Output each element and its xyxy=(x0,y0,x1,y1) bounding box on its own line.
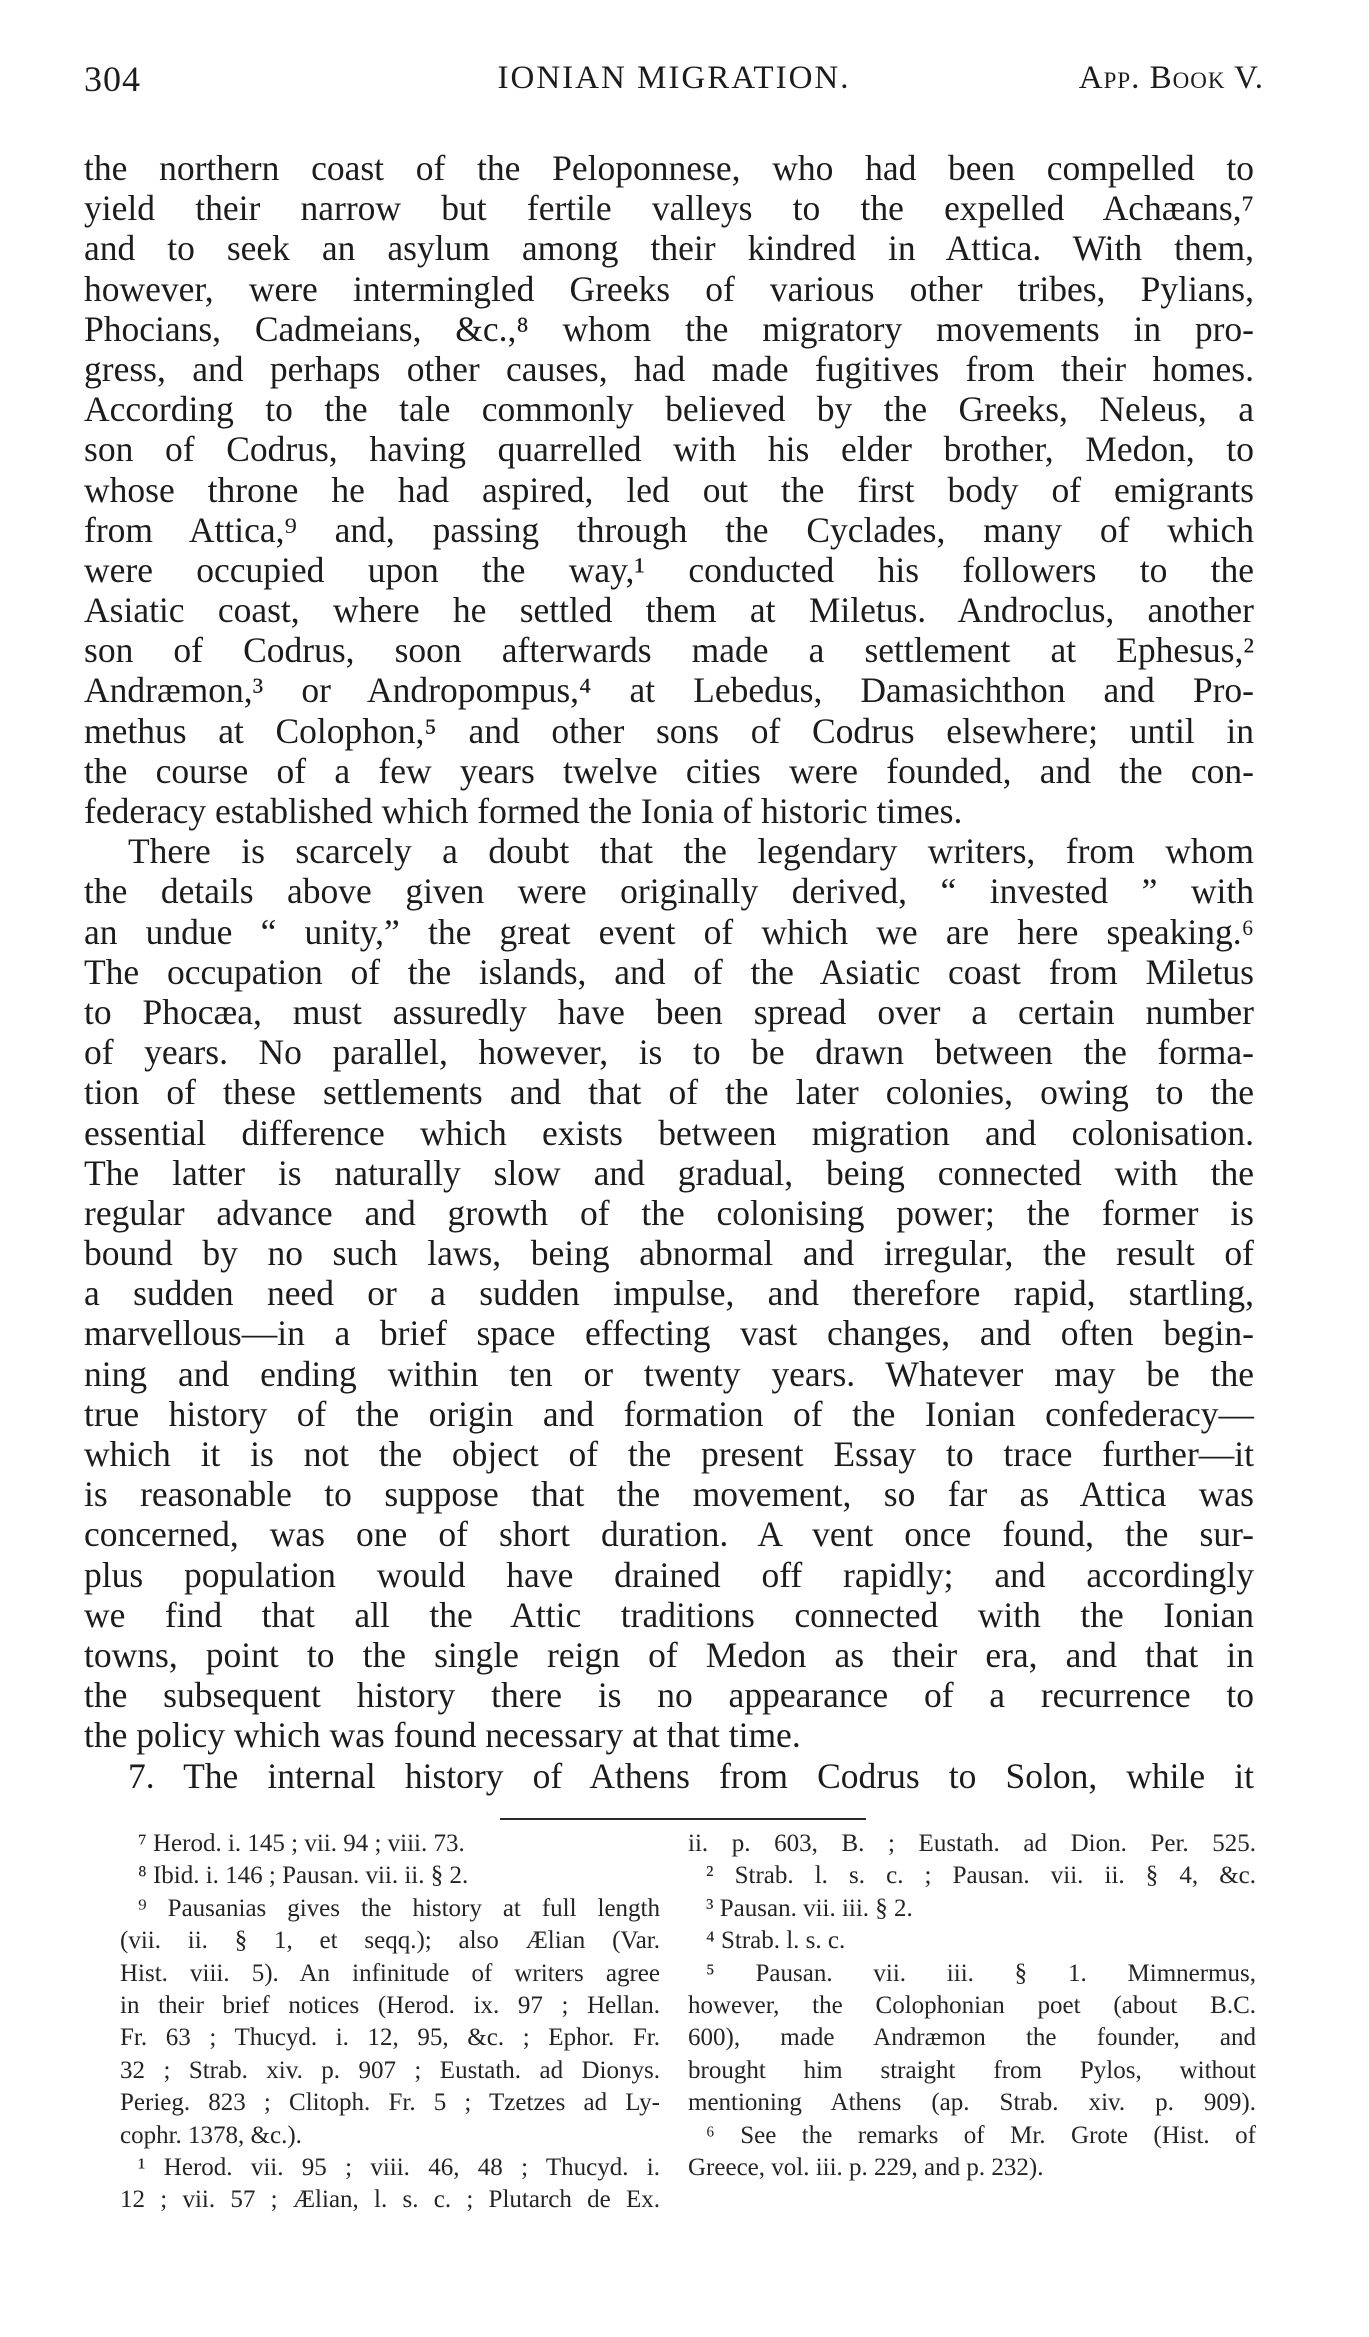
page-number: 304 xyxy=(84,59,141,99)
footnote-rule xyxy=(500,1818,866,1820)
text-line: yield their narrow but fertile valleys to the expelled Achæans,⁷ xyxy=(84,188,1254,229)
text-line: towns, point to the single reign of Medon as their era, and that in xyxy=(84,1634,1254,1675)
text-line: a sudden need or a sudden impulse, and therefore rapid, startling, xyxy=(84,1273,1254,1314)
text-line: bound by no such laws, being abnormal and irregular, the result of xyxy=(84,1233,1254,1274)
footnote-line: ² Strab. l. s. c. ; Pausan. vii. ii. § 4, &c. xyxy=(706,1862,1256,1890)
text-line: tion of these settlements and that of the later colonies, owing to the xyxy=(84,1072,1254,1113)
footnote-line: in their brief notices (Herod. ix. 97 ; Hellan. xyxy=(120,1991,660,2019)
text-line: essential difference which exists between migration and colonisation. xyxy=(84,1112,1254,1153)
footnote-line: Greece, vol. iii. p. 229, and p. 232). xyxy=(688,2153,1044,2181)
text-line: The occupation of the islands, and of the Asiatic coast from Miletus xyxy=(84,951,1254,992)
footnote-line: ⁸ Ibid. i. 146 ; Pausan. vii. ii. § 2. xyxy=(138,1862,469,1890)
section-label: App. Book V. xyxy=(1078,60,1264,96)
footnote-line: however, the Colophonian poet (about B.C. xyxy=(688,1991,1256,2019)
footnotes-right-column xyxy=(688,1828,1256,2184)
footnote-line: mentioning Athens (ap. Strab. xiv. p. 909). xyxy=(688,2089,1256,2117)
text-line: to Phocæa, must assuredly have been spread over a certain number xyxy=(84,991,1254,1032)
text-line: an undue “ unity,” the great event of which we are here speaking.⁶ xyxy=(84,911,1254,952)
text-line: methus at Colophon,⁵ and other sons of Codrus elsewhere; until in xyxy=(84,710,1254,751)
text-line: Andræmon,³ or Andropompus,⁴ at Lebedus, Damasichthon and Pro- xyxy=(84,670,1254,711)
text-line: federacy established which formed the Ionia of historic times. xyxy=(84,791,963,831)
text-line: were occupied upon the way,¹ conducted his followers to the xyxy=(84,549,1254,590)
text-line: which it is not the object of the present Essay to trace further—it xyxy=(84,1434,1254,1474)
footnotes-left-column xyxy=(120,1828,660,2217)
text-line: There is scarcely a doubt that the legendary writers, from whom xyxy=(128,831,1254,872)
text-line: is reasonable to suppose that the movement, so far as Attica was xyxy=(84,1474,1254,1515)
text-line: gress, and perhaps other causes, had made fugitives from their homes. xyxy=(84,348,1254,389)
footnote-line: brought him straight from Pylos, without xyxy=(688,2056,1256,2084)
footnote-line: ⁹ Pausanias gives the history at full length xyxy=(138,1894,660,1922)
footnote-line: ii. p. 603, B. ; Eustath. ad Dion. Per. 525. xyxy=(688,1830,1256,1857)
text-line: concerned, was one of short duration. A vent once found, the sur- xyxy=(84,1514,1254,1555)
footnote-line: (vii. ii. § 1, et seqq.); also Ælian (Var. xyxy=(120,1927,660,1955)
footnote-line: ⁶ See the remarks of Mr. Grote (Hist. of xyxy=(706,2121,1256,2149)
footnote-line: 600), made Andræmon the founder, and xyxy=(688,2024,1256,2052)
main-text xyxy=(84,148,1254,1796)
text-line: we find that all the Attic traditions connected with the Ionian xyxy=(84,1594,1254,1635)
text-line: son of Codrus, having quarrelled with his elder brother, Medon, to xyxy=(84,429,1254,470)
footnote-line: 12 ; vii. 57 ; Ælian, l. s. c. ; Plutarch de Ex. xyxy=(120,2186,660,2214)
text-line: plus population would have drained off rapidly; and accordingly xyxy=(84,1554,1254,1595)
text-line: ning and ending within ten or twenty years. Whatever may be the xyxy=(84,1353,1254,1394)
text-line: from Attica,⁹ and, passing through the Cyclades, many of which xyxy=(84,509,1254,550)
text-line: and to seek an asylum among their kindred in Attica. With them, xyxy=(84,228,1254,269)
text-line: true history of the origin and formation of the Ionian confederacy— xyxy=(84,1393,1254,1434)
footnote-line: ³ Pausan. vii. iii. § 2. xyxy=(706,1894,913,1922)
footnote-line: ⁴ Strab. l. s. c. xyxy=(706,1927,846,1955)
text-line: regular advance and growth of the colonising power; the former is xyxy=(84,1192,1254,1233)
text-line: however, were intermingled Greeks of various other tribes, Pylians, xyxy=(84,268,1254,309)
text-line: According to the tale commonly believed by the Greeks, Neleus, a xyxy=(84,389,1254,430)
footnote-line: 32 ; Strab. xiv. p. 907 ; Eustath. ad Dionys. xyxy=(120,2056,660,2084)
text-line: whose throne he had aspired, led out the first body of emigrants xyxy=(84,469,1254,510)
footnote-line: ⁷ Herod. i. 145 ; vii. 94 ; viii. 73. xyxy=(138,1830,465,1857)
text-line: Asiatic coast, where he settled them at Miletus. Androclus, another xyxy=(84,590,1254,631)
footnote-line: ¹ Herod. vii. 95 ; viii. 46, 48 ; Thucyd. i. xyxy=(138,2153,660,2181)
running-head xyxy=(84,58,1264,108)
text-line: the subsequent history there is no appearance of a recurrence to xyxy=(84,1675,1254,1716)
text-line: the policy which was found necessary at that time. xyxy=(84,1715,801,1756)
footnote-line: cophr. 1378, &c.). xyxy=(120,2121,302,2149)
text-line: son of Codrus, soon afterwards made a settlement at Ephesus,² xyxy=(84,630,1254,671)
footnote-line: Fr. 63 ; Thucyd. i. 12, 95, &c. ; Ephor. Fr. xyxy=(120,2024,660,2052)
text-line: the course of a few years twelve cities were founded, and the con- xyxy=(84,750,1254,791)
text-line: 7. The internal history of Athens from Codrus to Solon, while it xyxy=(128,1755,1254,1796)
footnote-line: Perieg. 823 ; Clitoph. Fr. 5 ; Tzetzes ad Ly- xyxy=(120,2089,660,2117)
text-line: The latter is naturally slow and gradual, being connected with the xyxy=(84,1152,1254,1193)
text-line: Phocians, Cadmeians, &c.,⁸ whom the migratory movements in pro- xyxy=(84,308,1254,349)
footnote-line: ⁵ Pausan. vii. iii. § 1. Mimnermus, xyxy=(706,1959,1256,1987)
text-line: the details above given were originally derived, “ invested ” with xyxy=(84,871,1254,912)
text-line: marvellous—in a brief space effecting vast changes, and often begin- xyxy=(84,1313,1254,1354)
text-line: of years. No parallel, however, is to be drawn between the forma- xyxy=(84,1032,1254,1073)
text-line: the northern coast of the Peloponnese, who had been compelled to xyxy=(84,148,1254,188)
footnote-line: Hist. viii. 5). An infinitude of writers agree xyxy=(120,1959,660,1987)
page-title: IONIAN MIGRATION. xyxy=(497,60,851,96)
